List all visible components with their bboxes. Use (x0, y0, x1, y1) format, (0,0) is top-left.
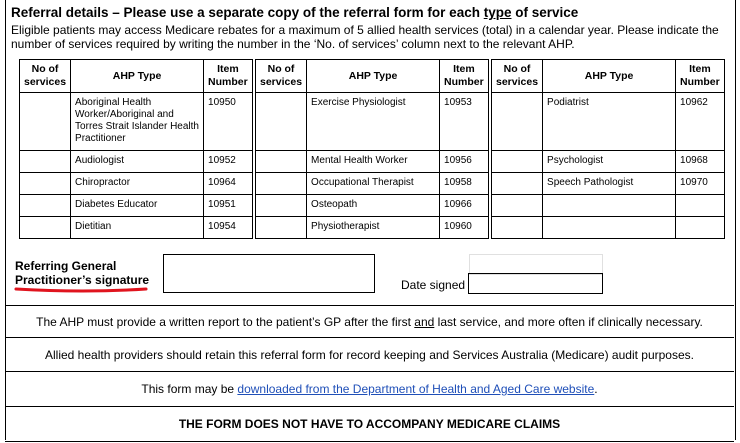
date-signed-field[interactable] (468, 273, 603, 294)
services-count-field[interactable] (492, 195, 543, 217)
title-end: of service (511, 5, 579, 20)
item-number-cell: 10962 (676, 93, 725, 151)
section-title (11, 5, 578, 20)
table-row (20, 151, 253, 173)
ahp-type-cell: Dietitian (71, 217, 204, 239)
header-no-of-services (20, 60, 71, 93)
ahp-type-cell: Chiropractor (71, 173, 204, 195)
item-number-cell: 10960 (440, 217, 489, 239)
table-header-row (20, 60, 253, 93)
report-note-text: The AHP must provide a written report to the patient’s GP after the first (36, 315, 415, 329)
intro-text: Eligible patients may access Medicare rebates for a maximum of 5 allied health services (total) in a calendar year. Please indicate the number of services required by writing the number in the ‘No. of services’ column next to the relevant AHP. (11, 23, 719, 51)
services-count-field[interactable] (20, 173, 71, 195)
header-item: Item (217, 63, 239, 75)
footer-note: THE FORM DOES NOT HAVE TO ACCOMPANY MEDICARE CLAIMS (5, 406, 734, 442)
ahp-table-1 (19, 59, 253, 239)
services-count-field[interactable] (492, 93, 543, 151)
header-number: Number (208, 76, 248, 88)
header-no-of-services (256, 60, 307, 93)
item-number-cell: 10954 (204, 217, 253, 239)
header-no-of: No of (503, 63, 531, 75)
header-ahp-type: AHP Type (71, 60, 204, 93)
ahp-type-cell: Osteopath (307, 195, 440, 217)
item-number-cell (676, 195, 725, 217)
item-number-cell: 10956 (440, 151, 489, 173)
services-count-field[interactable] (492, 217, 543, 239)
ahp-type-cell: Physiotherapist (307, 217, 440, 239)
ahp-type-cell: Aboriginal Health Worker/Aboriginal and Torres Strait Islander Health Practitioner (71, 93, 204, 151)
ahp-table-3 (491, 59, 725, 239)
services-count-field[interactable] (20, 93, 71, 151)
signature-label-line1: Referring General (15, 259, 117, 273)
item-number-cell: 10953 (440, 93, 489, 151)
signature-field[interactable] (163, 254, 375, 293)
header-item-number (440, 60, 489, 93)
header-item: Item (453, 63, 475, 75)
report-note-underlined: and (414, 315, 435, 329)
table-row (256, 195, 489, 217)
ahp-type-cell: Exercise Physiologist (307, 93, 440, 151)
ahp-type-cell: Speech Pathologist (543, 173, 676, 195)
services-count-field[interactable] (20, 195, 71, 217)
table-row (256, 173, 489, 195)
item-number-cell: 10951 (204, 195, 253, 217)
table-row (256, 151, 489, 173)
header-services: services (496, 76, 539, 88)
header-number: Number (680, 76, 720, 88)
download-link[interactable]: downloaded from the Department of Health and Aged Care website (237, 382, 595, 396)
download-note (5, 371, 734, 407)
report-note-end: last service, and more often if clinically necessary. (434, 315, 703, 329)
download-note-text: This form may be (141, 382, 238, 396)
item-number-cell: 10968 (676, 151, 725, 173)
header-no-of-services (492, 60, 543, 93)
item-number-cell: 10950 (204, 93, 253, 151)
services-count-field[interactable] (20, 217, 71, 239)
ahp-type-cell (543, 195, 676, 217)
title-underlined: type (483, 5, 512, 20)
ahp-type-cell: Audiologist (71, 151, 204, 173)
table-row (492, 173, 725, 195)
item-number-cell: 10952 (204, 151, 253, 173)
header-ahp-type: AHP Type (543, 60, 676, 93)
header-services: services (260, 76, 303, 88)
services-count-field[interactable] (256, 93, 307, 151)
item-number-cell: 10958 (440, 173, 489, 195)
services-count-field[interactable] (256, 217, 307, 239)
header-item: Item (689, 63, 711, 75)
services-count-field[interactable] (256, 195, 307, 217)
item-number-cell: 10970 (676, 173, 725, 195)
ahp-type-cell: Psychologist (543, 151, 676, 173)
date-signed-label: Date signed (401, 278, 466, 292)
retain-note: Allied health providers should retain this referral form for record keeping and Services Australia (Medicare) audit purposes. (5, 337, 734, 372)
download-note-end: . (594, 382, 598, 396)
table-row (492, 217, 725, 239)
table-header-row (256, 60, 489, 93)
ahp-type-cell: Occupational Therapist (307, 173, 440, 195)
header-no-of: No of (31, 63, 59, 75)
header-ahp-type: AHP Type (307, 60, 440, 93)
table-row (20, 217, 253, 239)
header-services: services (24, 76, 67, 88)
date-field-top (469, 254, 603, 275)
header-number: Number (444, 76, 484, 88)
title-text: Referral details – Please use a separate copy of the referral form for each (11, 5, 484, 20)
services-count-field[interactable] (256, 151, 307, 173)
table-row (492, 195, 725, 217)
table-row (256, 217, 489, 239)
table-row (20, 195, 253, 217)
services-count-field[interactable] (256, 173, 307, 195)
header-no-of: No of (267, 63, 295, 75)
ahp-type-cell: Mental Health Worker (307, 151, 440, 173)
item-number-cell: 10966 (440, 195, 489, 217)
item-number-cell: 10964 (204, 173, 253, 195)
item-number-cell (676, 217, 725, 239)
table-row (492, 151, 725, 173)
services-count-field[interactable] (492, 151, 543, 173)
table-row (256, 93, 489, 151)
header-item-number (676, 60, 725, 93)
report-note (5, 305, 734, 338)
red-underline-mark (14, 286, 150, 294)
ahp-type-cell: Diabetes Educator (71, 195, 204, 217)
signature-label-line2: Practitioner’s signature (15, 273, 150, 287)
signature-label (15, 259, 149, 287)
ahp-type-cell: Podiatrist (543, 93, 676, 151)
services-count-field[interactable] (492, 173, 543, 195)
ahp-table-2 (255, 59, 489, 239)
table-header-row (492, 60, 725, 93)
table-row (20, 93, 253, 151)
table-row (20, 173, 253, 195)
table-row (492, 93, 725, 151)
ahp-type-cell (543, 217, 676, 239)
services-count-field[interactable] (20, 151, 71, 173)
header-item-number (204, 60, 253, 93)
